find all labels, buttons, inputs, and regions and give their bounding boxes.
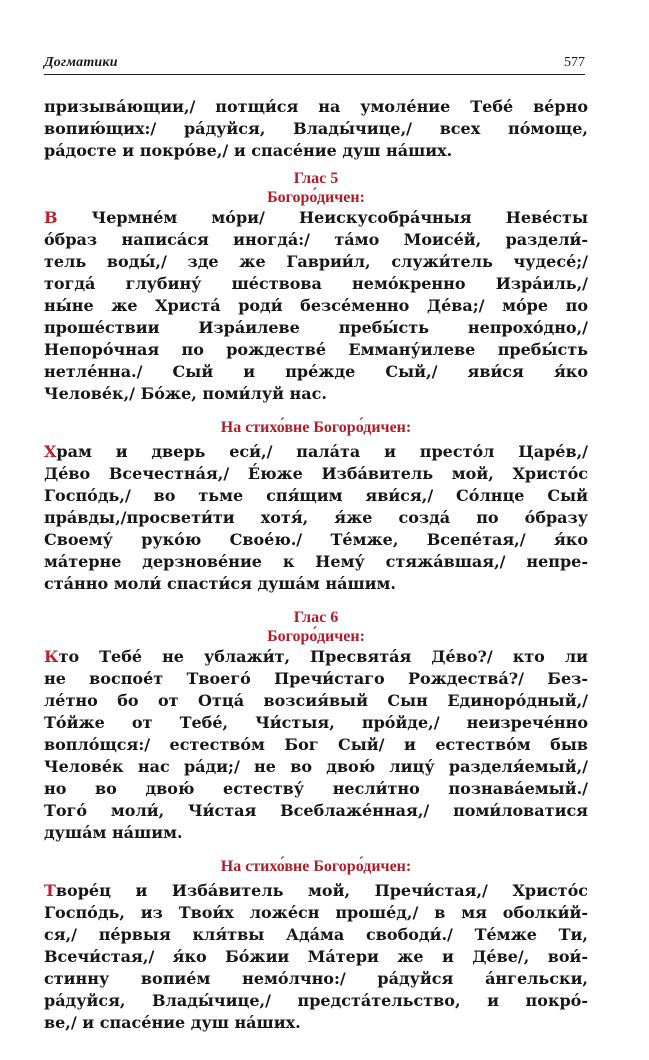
tone-heading: Глас 6 <box>293 609 339 626</box>
text-line <box>44 207 588 229</box>
text-line: пра́вды,/просвети́ти хотя́, я́же созда́ по о́бразу <box>44 508 588 527</box>
section-aposticha-theotokion-2 <box>44 857 588 1034</box>
section-heading: На стихо́вне Богоро́дичен: <box>220 419 412 436</box>
intro-paragraph <box>44 96 588 162</box>
text-line: ста́нно моли́ спасти́ся душа́м на́шим. <box>44 574 396 593</box>
text-line: нетле́нна./ Сый и пре́жде Сый,/ яви́ся я́ко <box>44 362 588 381</box>
text-line: вопло́щся:/ естество́м Бог Сый/ и естество́м быв <box>44 735 588 754</box>
text-line: призыва́ющии,/ потщи́ся на умоле́ние Тебе́ ве́рно <box>44 97 588 116</box>
page-number: 577 <box>564 55 585 70</box>
text-line: о́браз написа́ся иногда́:/ та́мо Моисе́й, раздели́- <box>44 230 588 249</box>
text-line: Челове́к нас ра́ди;/ не во двою́ лицу́ разделя́емый,/ <box>44 757 588 776</box>
text-line: не воспое́т Твоего́ Пречи́стаго Рождества́?/ Без- <box>44 669 588 688</box>
first-line-text: то Тебе́ не ублажи́т, Пресвята́я Де́во?/ кто ли <box>58 647 588 666</box>
section-tone5-theotokion <box>44 169 588 405</box>
first-line-text: Чермне́м мо́ри/ Неискусобра́чныя Неве́сты <box>57 208 588 227</box>
text-line <box>44 646 588 668</box>
text-line <box>44 880 588 902</box>
text-line: ма́терне дерзнове́ние к Нему́ стяжа́вшая,/ непре- <box>44 552 588 571</box>
text-line: Челове́к,/ Бо́же, поми́луй нас. <box>44 384 327 403</box>
initial-letter: Т <box>44 881 56 900</box>
text-line: ле́тно бо от Отца́ возсия́вый Сын Единоро́дный,/ <box>44 691 588 710</box>
text-line: Госпо́дь, из Твои́х ложе́сн проше́д,/ в мя оболки́й- <box>44 903 588 922</box>
text-line: ся,/ пе́рвыя кля́твы Ада́ма свободи́./ Те́мже Ти, <box>44 925 588 944</box>
initial-letter: Х <box>44 442 57 461</box>
first-line-text: рам и дверь еси́,/ пала́та и престо́л Царе́в,/ <box>56 442 588 461</box>
section-heading: Богоро́дичен: <box>267 189 365 206</box>
text-line: проше́ствии Изра́илеве пребы́сть непрохо́дно,/ <box>44 318 588 337</box>
section-heading: На стихо́вне Богоро́дичен: <box>220 858 412 875</box>
text-line: ны́не же Христа́ роди́ безсе́менно Де́ва;/ мо́ре по <box>44 296 588 315</box>
text-line: стинну вопие́м немо́лчно:/ ра́дуйся а́нгельски, <box>44 969 588 988</box>
text-line: ра́досте и покро́ве,/ и спасе́ние душ на́ших. <box>44 141 453 160</box>
text-line: То́йже от Тебе́, Чи́стыя, про́йде,/ неизрече́нно <box>44 713 588 732</box>
text-line: душа́м на́шим. <box>44 823 183 842</box>
section-heading: Богоро́дичен: <box>267 628 365 645</box>
first-line-text: воре́ц и Изба́витель мой, Пречи́стая,/ Христо́с <box>55 881 588 900</box>
text-line: Того́ моли́, Чи́стая Всеблаже́нная,/ поми́ловатися <box>44 801 588 820</box>
text-line: Госпо́дь,/ во тьме спя́щим яви́ся,/ Со́лнце Сый <box>44 486 588 505</box>
section-aposticha-theotokion-1 <box>44 418 588 595</box>
tone-heading: Глас 5 <box>293 170 339 187</box>
text-body <box>44 96 588 1034</box>
section-tone6-theotokion <box>44 608 588 844</box>
text-line: тогда́ глубину́ ше́ствова немо́кренно Изра́иль,/ <box>44 274 588 293</box>
text-line: Де́во Всечестна́я,/ Е́юже Изба́витель мой, Христо́с <box>44 464 588 483</box>
running-title: Догматики <box>44 55 118 70</box>
initial-letter: К <box>44 647 59 666</box>
text-line: но во двою́ естеству́ несли́тно познава́емый./ <box>44 779 588 798</box>
text-line: Всечи́стая,/ я́ко Бо́жии Ма́тери же и Де́ве/, вои́- <box>44 947 588 966</box>
text-line: Непоро́чная по рождестве́ Емману́илеве пребы́сть <box>44 340 588 359</box>
text-line: ра́дуйся, Влады́чице,/ предста́тельство, и покро́- <box>44 991 588 1010</box>
initial-letter: В <box>44 208 58 227</box>
text-line: вопию́щих:/ ра́дуйся, Влады́чице,/ всех по́моще, <box>44 119 588 138</box>
text-line: тель воды́,/ зде же Гаврии́л, служи́тель чудесе́;/ <box>44 252 588 271</box>
text-line <box>44 441 588 463</box>
text-line: ве,/ и спасе́ние душ на́ших. <box>44 1013 301 1032</box>
page-header <box>44 52 585 75</box>
text-line: Своему́ руко́ю Свое́ю./ Те́мже, Всепе́тая,/ я́ко <box>44 530 588 549</box>
